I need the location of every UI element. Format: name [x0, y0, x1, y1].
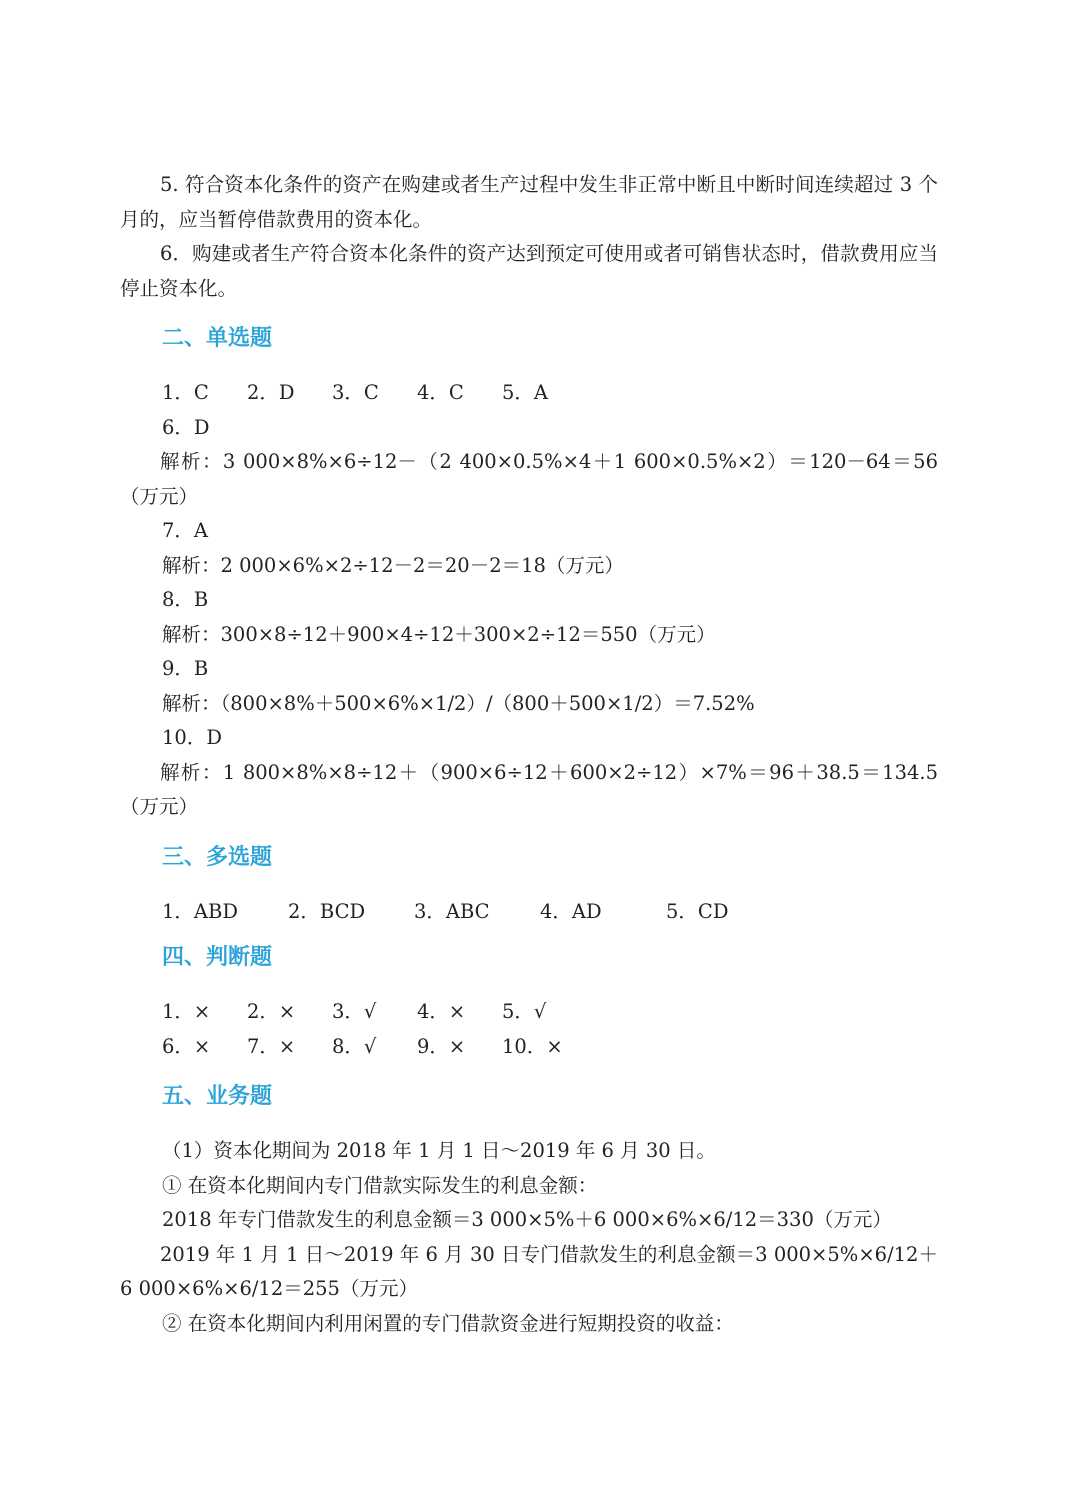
answer-item: 2．BCD [288, 899, 366, 923]
analysis-text: 解析：1 800×8%×8÷12＋（900×6÷12＋600×2÷12）×7%＝96＋38.5＝134.5（万元） [120, 760, 938, 818]
answer-row [120, 1030, 938, 1065]
section-heading-business: 五、业务题 [162, 1084, 273, 1109]
answer-item: 4．AD [540, 899, 602, 923]
answer-item: 5．CD [666, 899, 729, 923]
answer-item: 3．√ [332, 1000, 377, 1023]
analysis-text: 解析：3 000×8%×6÷12－（2 400×0.5%×4＋1 600×0.5%×2）＝120－64＝56（万元） [120, 450, 938, 508]
section-heading-single-choice: 二、单选题 [162, 326, 273, 351]
answer-item: 4．× [417, 1000, 466, 1023]
answer-item: 4．C [417, 381, 464, 404]
answer-item: 1．× [162, 1000, 211, 1023]
answer-item: 8．√ [332, 1034, 377, 1058]
document-page [120, 168, 938, 1341]
answer-item: 2．× [247, 1000, 296, 1023]
answer-item: 6．× [162, 1034, 211, 1058]
answer-item: 5．√ [502, 1000, 547, 1023]
business-line: ① 在资本化期间内专门借款实际发生的利息金额： [162, 1173, 598, 1197]
answer-item: 7．× [247, 1034, 296, 1058]
analysis-text: 解析：300×8÷12＋900×4÷12＋300×2÷12＝550（万元） [162, 622, 716, 646]
analysis-text: 解析：2 000×6%×2÷12－2＝20－2＝18（万元） [162, 553, 624, 577]
answer-item: 10．× [502, 1034, 563, 1058]
analysis-text: 解析：（800×8%＋500×6%×1/2）/（800＋500×1/2）＝7.52% [162, 691, 755, 715]
answer-item: 2．D [247, 381, 295, 404]
answer-item: 3．C [332, 381, 379, 404]
business-line: （1）资本化期间为 2018 年 1 月 1 日～2019 年 6 月 30 日。 [162, 1139, 716, 1162]
answer-item: 1．C [162, 381, 209, 404]
answer-item: 6．D [162, 415, 210, 439]
answer-item: 8．B [162, 588, 209, 611]
answer-item: 7．A [162, 519, 208, 542]
answer-row [120, 895, 938, 930]
answer-row [120, 376, 938, 411]
answer-item: 3．ABC [414, 899, 490, 923]
section-heading-true-false: 四、判断题 [162, 945, 273, 970]
answer-item: 9．B [162, 657, 209, 680]
business-line: 2018 年专门借款发生的利息金额＝3 000×5%＋6 000×6%×6/12＝330（万元） [162, 1208, 892, 1231]
answer-item: 5．A [502, 381, 548, 404]
answer-item: 1．ABD [162, 899, 238, 923]
paragraph-item-5: 5. 符合资本化条件的资产在购建或者生产过程中发生非正常中断且中断时间连续超过 3 个月的，应当暂停借款费用的资本化。 [120, 173, 938, 231]
business-paragraph: 2019 年 1 月 1 日～2019 年 6 月 30 日专门借款发生的利息金额＝3 000×5%×6/12＋6 000×6%×6/12＝255（万元） [120, 1242, 938, 1300]
section-heading-multiple-choice: 三、多选题 [162, 844, 273, 870]
answer-item: 10．D [162, 726, 222, 749]
paragraph-item-6: 6．购建或者生产符合资本化条件的资产达到预定可使用或者可销售状态时，借款费用应当停止资本化。 [120, 242, 938, 300]
business-line: ② 在资本化期间内利用闲置的专门借款资金进行短期投资的收益： [162, 1311, 734, 1335]
answer-item: 9．× [417, 1034, 466, 1058]
answer-row [120, 995, 938, 1030]
